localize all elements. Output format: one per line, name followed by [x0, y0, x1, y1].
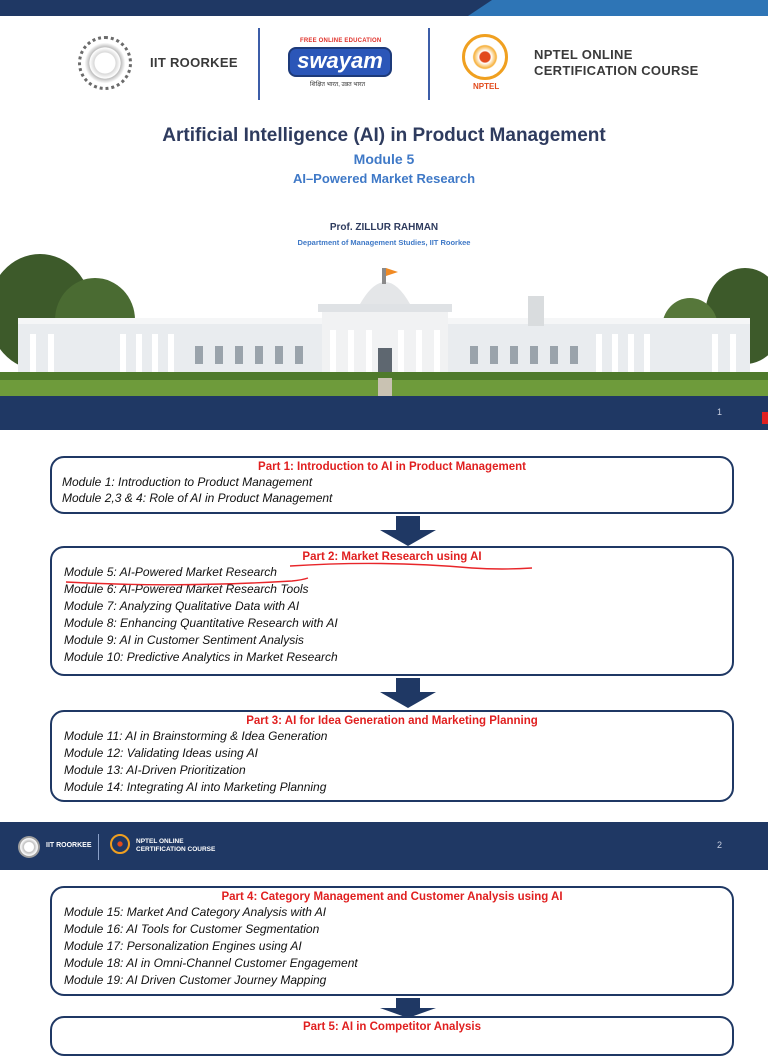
slide-2: [0, 436, 768, 870]
logo-row: [0, 24, 768, 104]
institute-name: IIT ROORKEE: [150, 55, 238, 70]
slide-1: [0, 0, 768, 430]
nptel-course-line-2: CERTIFICATION COURSE: [534, 63, 699, 78]
part-title: Part 2: Market Research using AI: [302, 551, 482, 563]
swayam-tagline: FREE ONLINE EDUCATION: [300, 38, 382, 44]
top-banner-accent: [468, 0, 768, 16]
part-title: Part 3: AI for Idea Generation and Marketing Planning: [246, 715, 538, 727]
slide-number: 1: [716, 407, 722, 417]
footer-red-marker: [762, 412, 768, 424]
part-3-box: [50, 710, 734, 802]
module-line: Module 17: Personalization Engines using AI: [64, 939, 302, 953]
module-line: Module 9: AI in Customer Sentiment Analysis: [64, 633, 304, 647]
module-line: Module 6: AI-Powered Market Research Tools: [64, 582, 309, 596]
handwritten-annotation: [52, 548, 736, 678]
swayam-wordmark: swayam: [297, 48, 383, 73]
module-line: Module 13: AI-Driven Prioritization: [64, 763, 246, 777]
footer-nptel-line-1: NPTEL ONLINE: [136, 838, 184, 845]
module-line: Module 19: AI Driven Customer Journey Mapping: [64, 973, 327, 987]
professor-name: Prof. ZILLUR RAHMAN: [329, 222, 439, 233]
part-2-box: [50, 546, 734, 676]
slide-2-footer: [0, 822, 768, 870]
module-line: Module 2,3 & 4: Role of AI in Product Management: [62, 491, 333, 505]
module-line: Module 1: Introduction to Product Management: [62, 475, 313, 489]
part-5-box: [50, 1016, 734, 1056]
logo-divider: [428, 28, 430, 100]
module-number: Module 5: [353, 151, 415, 167]
module-line: Module 15: Market And Category Analysis with AI: [64, 905, 327, 919]
part-1-box: [50, 456, 734, 514]
footer-institute-name: IIT ROORKEE: [46, 842, 92, 849]
down-arrow-icon: [380, 998, 436, 1018]
nptel-label: NPTEL: [473, 82, 500, 91]
nptel-course-name: [534, 47, 699, 79]
module-line: Module 16: AI Tools for Customer Segmentation: [64, 922, 320, 936]
logo-divider: [258, 28, 260, 100]
module-line: Module 11: AI in Brainstorming & Idea Generation: [64, 729, 328, 743]
swayam-logo: [288, 38, 392, 90]
module-line: Module 7: Analyzing Qualitative Data with AI: [64, 599, 300, 613]
slide-3: [0, 876, 768, 1033]
part-4-box: [50, 886, 734, 996]
footer-nptel-course: [136, 838, 215, 854]
slide-1-footer: [0, 396, 768, 430]
nptel-logo-icon: [462, 34, 508, 80]
iit-roorkee-emblem-icon: [78, 36, 132, 90]
module-name: AI–Powered Market Research: [292, 171, 476, 186]
iit-roorkee-emblem-icon: [18, 836, 40, 858]
footer-nptel-line-2: CERTIFICATION COURSE: [136, 846, 216, 853]
module-line: Module 5: AI-Powered Market Research: [64, 565, 277, 579]
department-name: Department of Management Studies, IIT Roorkee: [297, 238, 471, 247]
module-line: Module 12: Validating Ideas using AI: [64, 746, 258, 760]
footer-divider: [98, 834, 99, 860]
nptel-course-line-1: NPTEL ONLINE: [534, 47, 633, 62]
module-line: Module 18: AI in Omni-Channel Customer Engagement: [64, 956, 358, 970]
down-arrow-icon: [380, 516, 436, 546]
part-title: Part 5: AI in Competitor Analysis: [302, 1021, 482, 1033]
part-title: Part 1: Introduction to AI in Product Management: [258, 461, 526, 473]
module-line: Module 8: Enhancing Quantitative Research with AI: [64, 616, 338, 630]
module-line: Module 10: Predictive Analytics in Market Research: [64, 650, 338, 664]
down-arrow-icon: [380, 678, 436, 708]
course-title: Artificial Intelligence (AI) in Product Management: [162, 125, 606, 146]
iit-building-illustration: [0, 250, 768, 396]
module-line: Module 14: Integrating AI into Marketing Planning: [64, 780, 327, 794]
swayam-subline: शिक्षित भारत, उन्नत भारत: [310, 82, 365, 88]
nptel-logo-icon: [110, 834, 130, 854]
part-title: Part 4: Category Management and Customer Analysis using AI: [221, 891, 563, 903]
slide-number: 2: [716, 840, 722, 850]
